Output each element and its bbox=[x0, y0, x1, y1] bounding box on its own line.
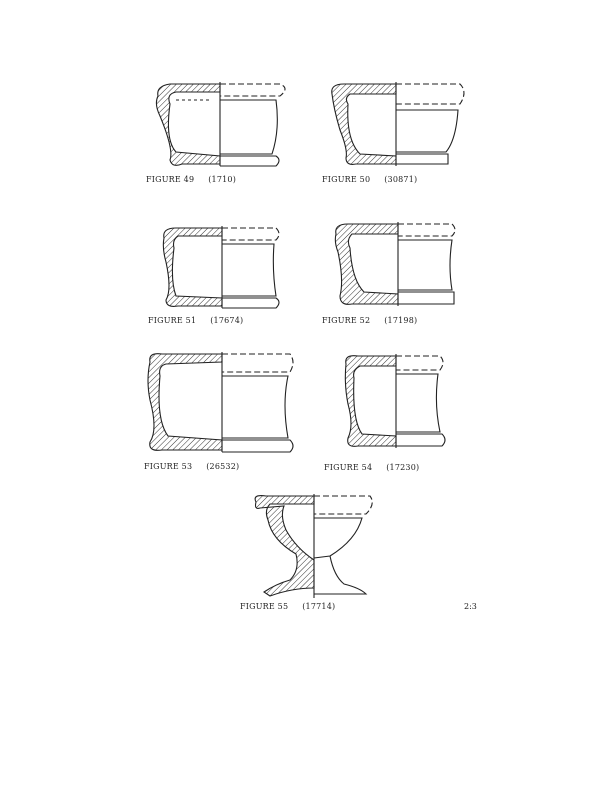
vessel-drawing-52 bbox=[335, 222, 455, 306]
catalog-number: (17198) bbox=[384, 316, 418, 325]
figure-label: FIGURE 54 bbox=[324, 463, 373, 472]
catalog-number: (30871) bbox=[384, 175, 418, 184]
caption-figure-53 bbox=[144, 462, 239, 471]
figure-label: FIGURE 50 bbox=[322, 175, 371, 184]
figure-label: FIGURE 53 bbox=[144, 462, 193, 471]
catalog-number: (17674) bbox=[210, 316, 244, 325]
caption-figure-55 bbox=[240, 602, 335, 611]
caption-figure-54 bbox=[324, 463, 419, 472]
catalog-number: (17230) bbox=[386, 463, 420, 472]
caption-figure-51 bbox=[148, 316, 243, 325]
catalog-number: (26532) bbox=[206, 462, 240, 471]
figure-label: FIGURE 51 bbox=[148, 316, 197, 325]
figure-label: FIGURE 49 bbox=[146, 175, 195, 184]
catalog-number: (1710) bbox=[208, 175, 237, 184]
figure-label: FIGURE 55 bbox=[240, 602, 289, 611]
vessel-drawing-50 bbox=[332, 82, 464, 166]
scale-ratio: 2:3 bbox=[464, 602, 477, 611]
catalog-number: (17714) bbox=[302, 602, 336, 611]
figure-label: FIGURE 52 bbox=[322, 316, 371, 325]
vessel-drawing-53 bbox=[148, 352, 293, 452]
vessel-drawing-49 bbox=[156, 82, 285, 166]
vessel-drawing-54 bbox=[345, 354, 445, 448]
vessel-drawing-51 bbox=[163, 226, 279, 308]
caption-figure-50 bbox=[322, 175, 417, 184]
caption-figure-52 bbox=[322, 316, 417, 325]
caption-figure-49 bbox=[146, 175, 236, 184]
vessel-drawing-55 bbox=[255, 494, 372, 598]
